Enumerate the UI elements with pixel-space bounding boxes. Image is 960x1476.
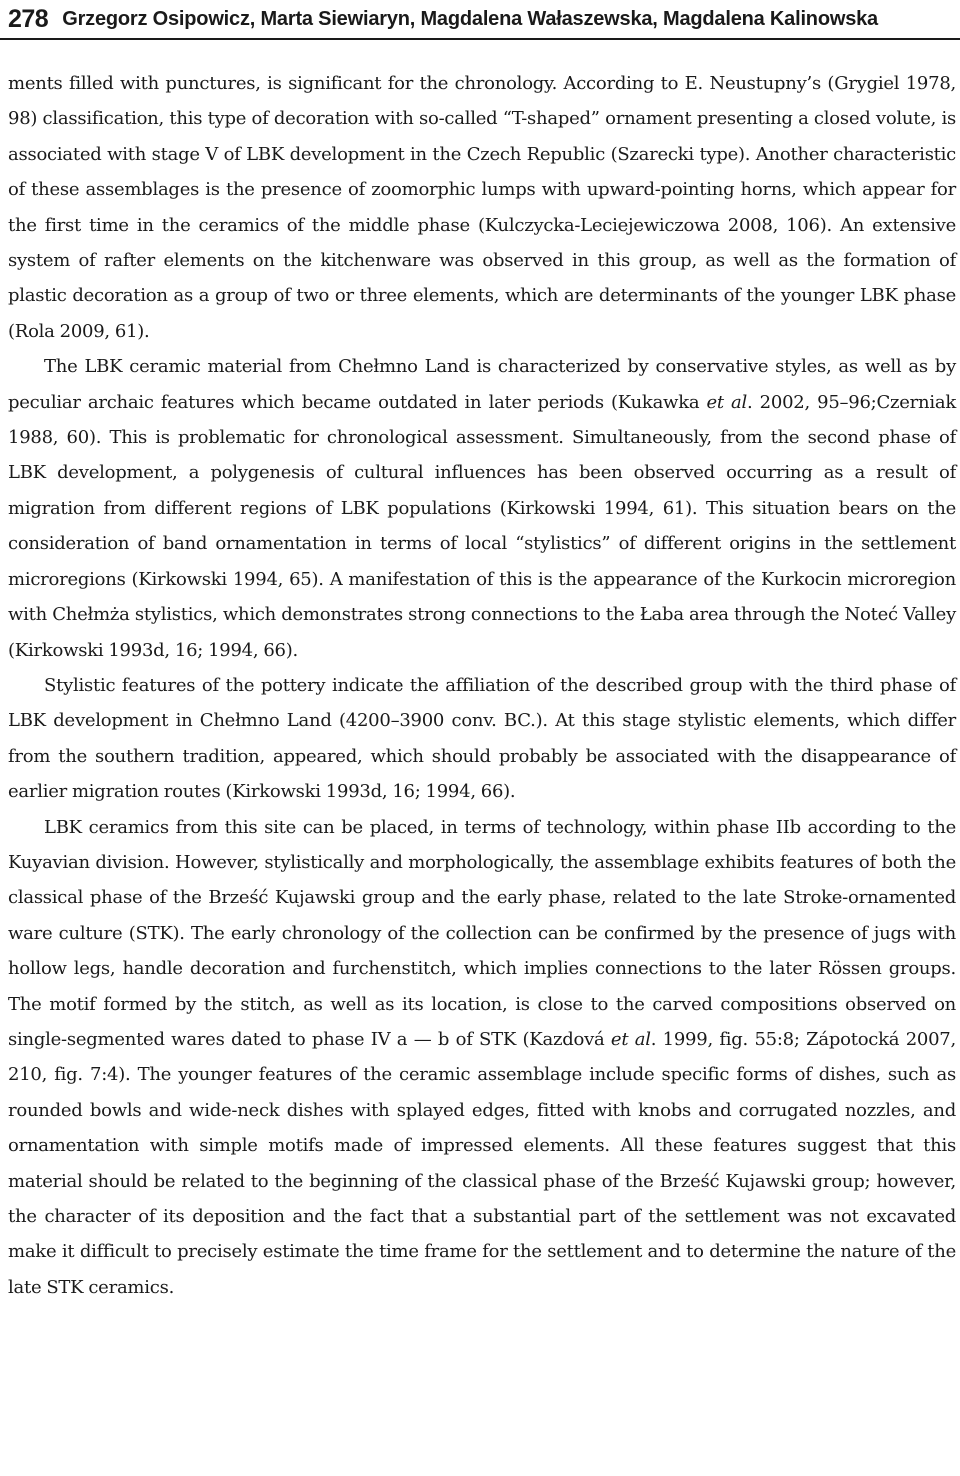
- body-text: [8, 66, 956, 1305]
- paragraph: Stylistic features of the pottery indicate the affiliation of the described group with the third phase of LBK development in Chełmno Land (4200–3900 conv. BC.). At this stage stylistic elements, which differ from the southern tradition, appeared, which should probably be associated with the disappearance of earlier migration routes (Kirkowski 1993d, 16; 1994, 66).: [8, 674, 956, 803]
- paragraph-text: . 1999, fig. 55:8; Zápotocká 2007, 210, fig. 7:4). The younger features of the ceramic assemblage include specific forms of dishes, such as rounded bowls and wide-neck dishes with splayed edges, fitted with knobs and corrugated nozzles, and ornamentation with simple motifs made of impressed elements. All these features suggest that this material should be related to the beginning of the classical phase of the Brześć Kujawski group; however, the character of its deposition and the fact that a substantial part of the settlement was not excavated make it difficult to precisely estimate the time frame for the settlement and to determine the nature of the late STK ceramics.: [8, 1028, 956, 1298]
- header-authors: Grzegorz Osipowicz, Marta Siewiaryn, Magdalena Wałaszewska, Magdalena Kalinowska: [62, 7, 878, 30]
- paragraph-text: The LBK ceramic material from Chełmno Land is characterized by conservative styles, as well as by peculiar archaic features which became outdated in later periods (Kukawka: [8, 356, 956, 413]
- paragraph: [8, 349, 956, 668]
- paragraph-text: . 2002, 95–96;Czerniak 1988, 60). This is problematic for chronological assessment. Simultaneously, from the second phase of LBK development, a polygenesis of cultural influences has been observed occurring as a result of migration from different regions of LBK populations (Kirkowski 1994, 61). This situation bears on the consideration of band ornamentation in terms of local “stylistics” of different origins in the settlement microregions (Kirkowski 1994, 65). A manifestation of this is the appearance of the Kurkocin microregion with Chełmża stylistics, which demonstrates strong connections to the Łaba area through the Noteć Valley (Kirkowski 1993d, 16; 1994, 66).: [8, 391, 956, 661]
- italic-citation: et al: [610, 1028, 651, 1050]
- paragraph: ments filled with punctures, is significant for the chronology. According to E. Neustupny’s (Grygiel 1978, 98) classification, this type of decoration with so-called “T-shaped” ornament presenting a closed volute, is associated with stage V of LBK development in the Czech Republic (Szarecki type). Another characteristic of these assemblages is the presence of zoomorphic lumps with upward-pointing horns, which appear for the first time in the ceramics of the middle phase (Kulczycka-Leciejewiczowa 2008, 106). An extensive system of rafter elements on the kitchenware was observed in this group, as well as the formation of plastic decoration as a group of two or three elements, which are determinants of the younger LBK phase (Rola 2009, 61).: [8, 73, 956, 342]
- running-header: [0, 0, 960, 40]
- italic-citation: et al: [706, 391, 748, 413]
- page-number: 278: [8, 4, 49, 33]
- paragraph-text: LBK ceramics from this site can be placed, in terms of technology, within phase IIb according to the Kuyavian division. However, stylistically and morphologically, the assemblage exhibits features of both the classical phase of the Brześć Kujawski group and the early phase, related to the late Stroke-ornamented ware culture (STK). The early chronology of the collection can be confirmed by the presence of jugs with hollow legs, handle decoration and furchenstitch, which implies connections to the later Rössen groups. The motif formed by the stitch, as well as its location, is close to the carved compositions observed on single-segmented wares dated to phase IV a — b of STK (Kazdová: [8, 816, 956, 1050]
- paragraph: [8, 810, 956, 1306]
